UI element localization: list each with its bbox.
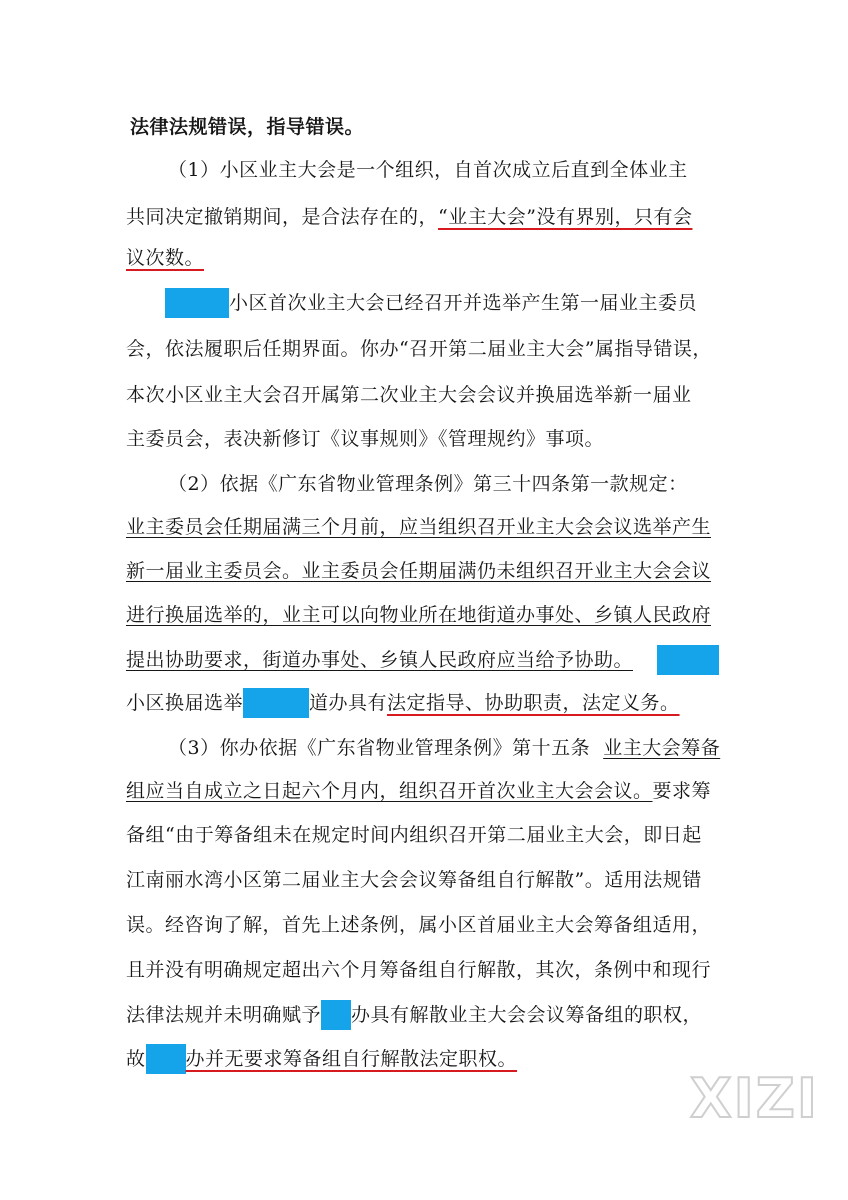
paragraph-4-line-4: 江南丽水湾小区第二届业主大会会议筹备组自行解散”。适用法规错 [126, 869, 702, 891]
underlined-quote: 进行换届选举的，业主可以向物业所在地街道办事处、乡镇人民政府 [126, 604, 712, 626]
p4-text: 故 [126, 1048, 146, 1070]
paragraph-4-line-2 [126, 776, 711, 806]
p4-text: 法律法规并未明确赋予 [126, 1004, 322, 1026]
paragraph-4-line-8 [126, 1044, 517, 1074]
xizi-watermark: XIZI [690, 1067, 819, 1130]
paragraph-1-line-3 [126, 243, 204, 273]
redaction-block [321, 1000, 351, 1030]
p4-text: 办具有解散业主大会会议筹备组的职权， [351, 1004, 703, 1026]
redaction-block [146, 1044, 186, 1074]
paragraph-2-line-3: 本次小区业主大会召开属第二次业主大会会议并换届选举新一届业 [126, 384, 692, 406]
paragraph-4-line-6: 且并没有明确规定超出六个月筹备组自行解散，其次，条例中和现行 [126, 959, 712, 981]
underlined-quote: 新一届业主委员会。业主委员会任期届满仍未组织召开业主大会会议 [126, 560, 712, 582]
underlined-quote: 业主大会筹备 [603, 737, 721, 759]
p2-text: 小区首次业主大会已经召开并选举产生第一届业主委员 [229, 292, 698, 314]
underlined-quote: 组应当自成立之日起六个月内，组织召开首次业主大会会议。 [126, 780, 653, 802]
red-underlined-text: “业主大会”没有界别，只有会 [438, 206, 693, 228]
underlined-quote: 业主委员会任期届满三个月前，应当组织召开业主大会会议选举产生 [126, 516, 712, 538]
paragraph-1-line-1: （1）小区业主大会是一个组织，自首次成立后直到全体业主 [168, 159, 688, 181]
red-underlined-text: 法定指导、协助职责，法定义务。 [387, 692, 680, 714]
p1-text: 共同决定撤销期间，是合法存在的， [126, 206, 439, 228]
paragraph-2-line-4: 主委员会，表决新修订《议事规则》《管理规约》事项。 [126, 428, 605, 450]
p4-text: 要求筹 [652, 780, 712, 802]
paragraph-3-line-2 [126, 512, 711, 542]
red-underlined-text: 议次数。 [126, 247, 205, 269]
paragraph-3-line-4 [126, 600, 711, 630]
paragraph-3-line-1: （2）依据《广东省物业管理条例》第三十四条第一款规定： [168, 473, 688, 495]
p3-text: 小区换届选举 [126, 692, 244, 714]
paragraph-2-line-1 [165, 288, 697, 318]
paragraph-3-line-3 [126, 556, 711, 586]
redaction-block [243, 688, 309, 718]
paragraph-3-line-6 [126, 688, 680, 718]
paragraph-1-line-2 [126, 202, 692, 232]
p4-text: （3）你办依据《广东省物业管理条例》第十五条 [168, 737, 591, 759]
section-heading: 法律法规错误，指导错误。 [130, 116, 365, 138]
paragraph-4-line-5: 误。经咨询了解，首先上述条例，属小区首届业主大会筹备组适用， [126, 914, 712, 936]
redaction-block [657, 645, 719, 675]
paragraph-4-line-1 [168, 733, 720, 763]
redaction-block [165, 288, 229, 318]
underlined-quote: 提出协助要求，街道办事处、乡镇人民政府应当给予协助。 [126, 649, 634, 671]
paragraph-4-line-7 [126, 1000, 702, 1030]
red-underlined-text: 办并无要求筹备组自行解散法定职权。 [185, 1048, 518, 1070]
paragraph-2-line-2: 会，依法履职后任期界面。你办“召开第二届业主大会”属指导错误， [126, 338, 712, 360]
paragraph-4-line-3: 备组“由于筹备组未在规定时间内组织召开第二届业主大会，即日起 [126, 824, 702, 846]
p3-text: 道办具有 [309, 692, 388, 714]
paragraph-3-line-5 [126, 645, 633, 675]
